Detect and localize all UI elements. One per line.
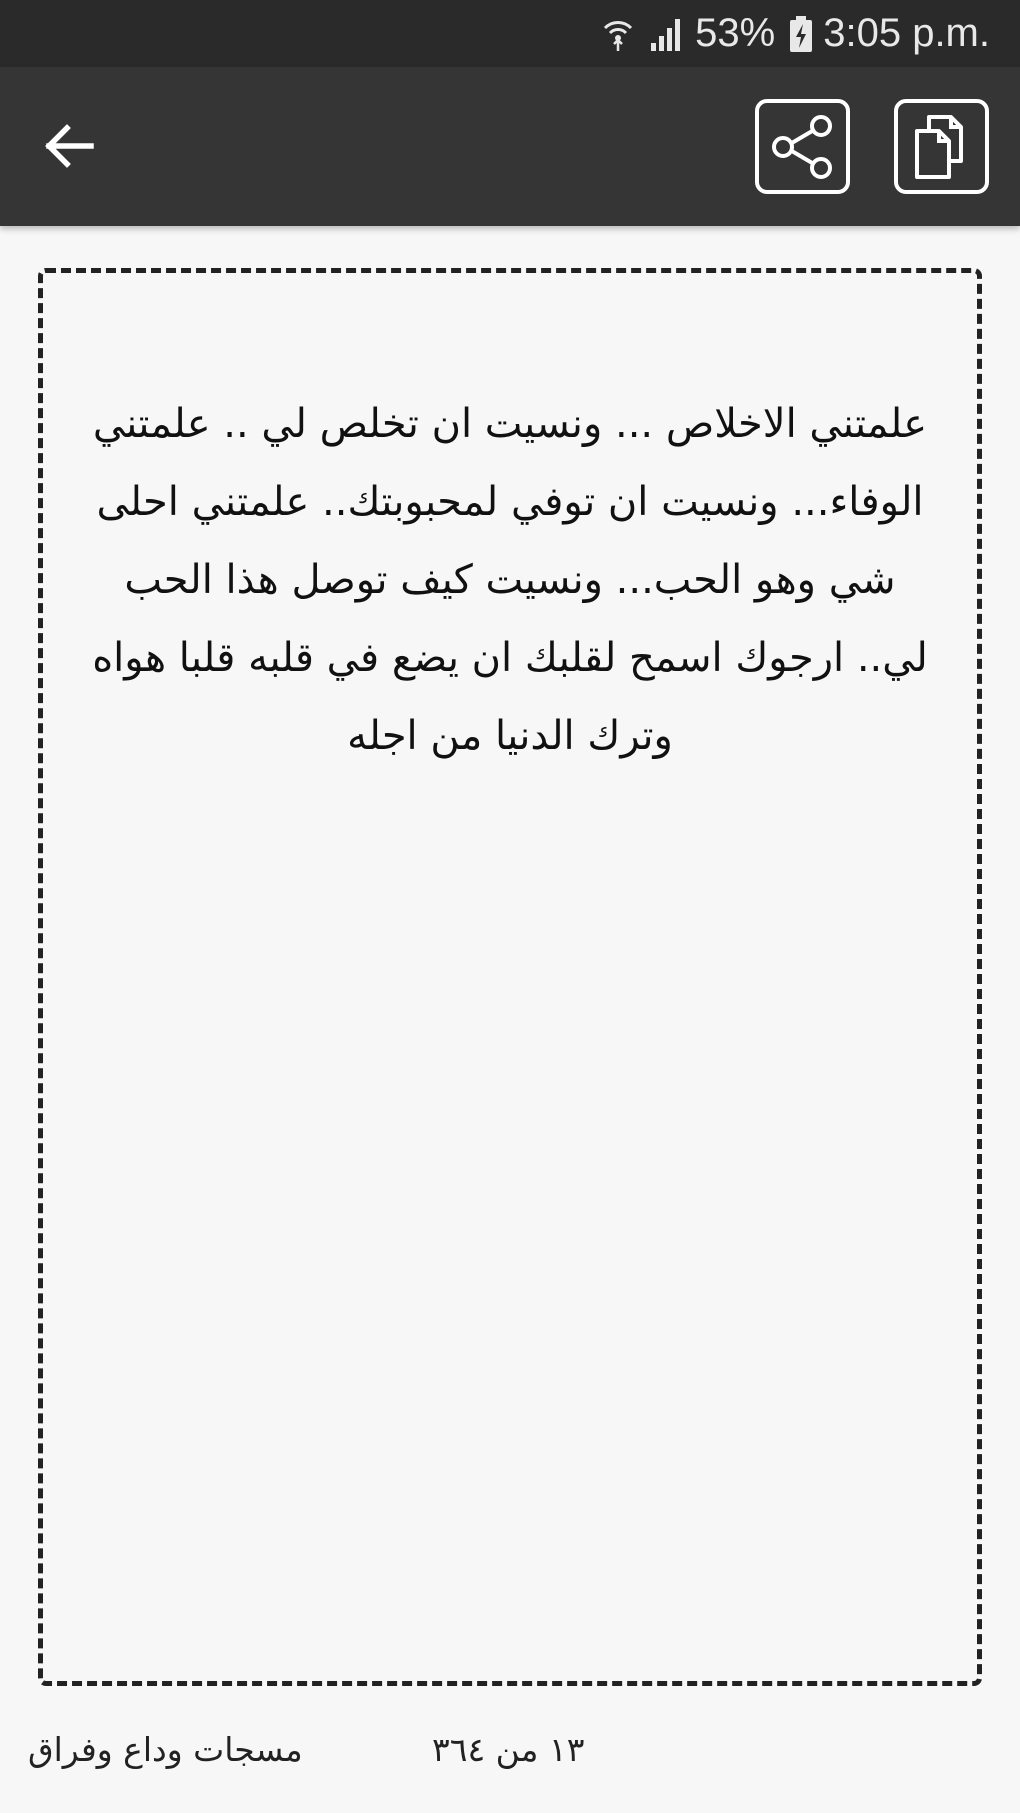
category-label: مسجات وداع وفراق <box>28 1730 303 1769</box>
message-counter: ١٣ من ٣٦٤ <box>432 1730 585 1769</box>
signal-icon <box>649 17 685 51</box>
share-button[interactable] <box>755 99 850 194</box>
battery-charging-icon <box>789 15 813 53</box>
battery-percent: 53% <box>695 11 776 55</box>
message-text: علمتني الاخلاص ... ونسيت ان تخلص لي .. علمتني الوفاء... ونسيت ان توفي لمحبوبتك.. علمتني احلى شي وهو الحب... ونسيت كيف توصل هذا الحب لي.. ارجوك اسمح لقلبك ان يضع في قلبه قلبا هواه وترك الدنيا من اجله <box>92 401 928 759</box>
message-card <box>38 268 982 1686</box>
wifi-icon <box>601 16 635 52</box>
status-bar <box>0 0 1020 67</box>
copy-button[interactable] <box>894 99 989 194</box>
copy-icon <box>909 111 975 183</box>
app-bar <box>0 67 1020 226</box>
back-button[interactable] <box>34 111 104 181</box>
footer <box>0 1720 1020 1790</box>
status-time: 3:05 p.m. <box>823 11 990 55</box>
share-icon <box>767 111 839 183</box>
arrow-left-icon <box>43 122 95 170</box>
